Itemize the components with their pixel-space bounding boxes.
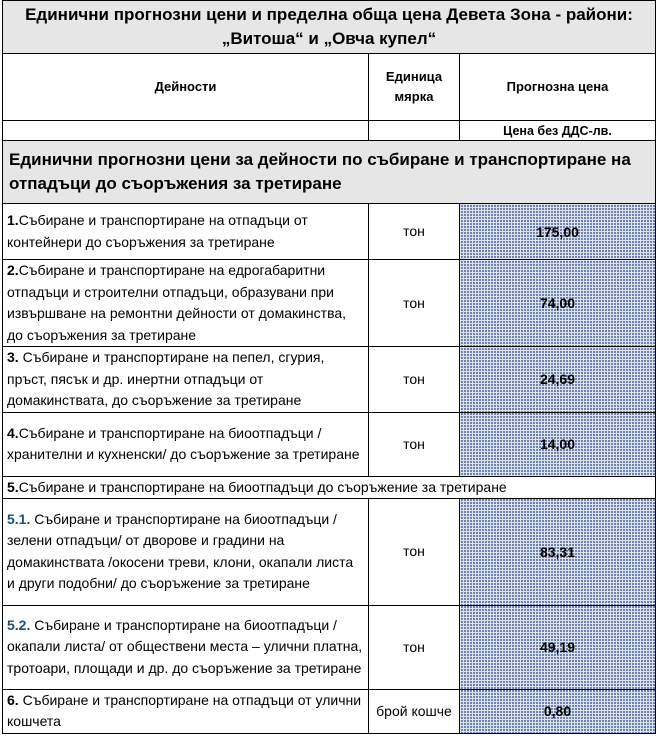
table-title: Единични прогнозни цени и пределна обща цена Девета Зона - райони: „Витоша“ и „Овча купел“	[3, 1, 656, 54]
price-cell: 14,00	[460, 412, 656, 476]
activity-number: 5.	[7, 478, 19, 495]
activity-cell	[3, 412, 369, 476]
activity-cell	[3, 689, 369, 733]
subheader-empty-activities	[3, 121, 369, 141]
subheader-row	[3, 121, 656, 141]
price-cell: 0,80	[460, 689, 656, 733]
activity-cell	[3, 347, 369, 413]
activity-text: Събиране и транспортиране на отпадъци от контейнери до съоръжения за третиране	[7, 212, 308, 250]
unit-cell: тон	[369, 204, 460, 260]
table-row	[3, 689, 656, 733]
table-row	[3, 204, 656, 260]
activity-text: Събиране и транспортиране на биоотпадъци /хранителни и кухненски/ до съоръжение за третиране	[7, 424, 360, 462]
table-row	[3, 347, 656, 413]
price-cell: 24,69	[460, 347, 656, 413]
table-row	[3, 476, 656, 498]
price-cell: 49,19	[460, 605, 656, 689]
price-cell: 175,00	[460, 204, 656, 260]
header-activities: Дейности	[3, 54, 369, 121]
header-row	[3, 54, 656, 121]
header-unit: Единица мярка	[369, 54, 460, 121]
section-row	[3, 141, 656, 204]
table-row	[3, 260, 656, 347]
activity-cell	[3, 498, 369, 605]
activity-cell	[3, 204, 369, 260]
price-table	[2, 0, 656, 734]
unit-cell: тон	[369, 498, 460, 605]
activity-number: 6.	[7, 691, 19, 708]
price-cell: 83,31	[460, 498, 656, 605]
activity-number: 3.	[7, 349, 19, 365]
header-price: Прогнозна цена	[460, 54, 656, 121]
activity-cell	[3, 260, 369, 347]
activity-number: 4.	[7, 424, 19, 441]
activity-text: Събиране и транспортиране на едрогабаритни отпадъци и строителни отпадъци, образувани при извършване на ремонтни дейности от домакинства, до съоръжения за третиране	[7, 262, 347, 343]
activity-group-cell	[3, 476, 656, 498]
activity-text: Събиране и транспортиране на биоотпадъци /окапали листа/ от обществени места – улични платна, тротоари, площади и др. до съоръжение за третиране	[7, 616, 363, 676]
table-row	[3, 412, 656, 476]
activity-text: Събиране и транспортиране на пепел, сгурия, пръст, пясък и др. инертни отпадъци от домакинствата, до съоръжение за третиране	[7, 349, 325, 408]
unit-cell: тон	[369, 347, 460, 413]
unit-cell: тон	[369, 412, 460, 476]
price-cell: 74,00	[460, 260, 656, 347]
activity-number: 5.2.	[7, 616, 31, 633]
section-title: Единични прогнозни цени за дейности по събиране и транспортиране на отпадъци до съоръжения за третиране	[3, 141, 656, 204]
unit-cell: тон	[369, 605, 460, 689]
activity-number: 1.	[7, 212, 19, 228]
table-row	[3, 498, 656, 605]
activity-number: 2.	[7, 262, 19, 278]
activity-number: 5.1.	[7, 510, 31, 527]
title-row	[3, 1, 656, 54]
table-row	[3, 605, 656, 689]
activity-text: Събиране и транспортиране на отпадъци от улични кошчета	[7, 691, 362, 729]
subheader-empty-unit	[369, 121, 460, 141]
header-price-sub: Цена без ДДС-лв.	[460, 121, 656, 141]
activity-text: Събиране и транспортиране на биоотпадъци до съоръжение за третиране	[18, 478, 507, 495]
unit-cell: брой кошче	[369, 689, 460, 733]
activity-cell	[3, 605, 369, 689]
activity-text: Събиране и транспортиране на биоотпадъци /зелени отпадъци/ от дворове и градини на домакинствата /окосени треви, клони, окапали листа и други подобни/ до съоръжение за третиране	[7, 510, 354, 591]
unit-cell: тон	[369, 260, 460, 347]
